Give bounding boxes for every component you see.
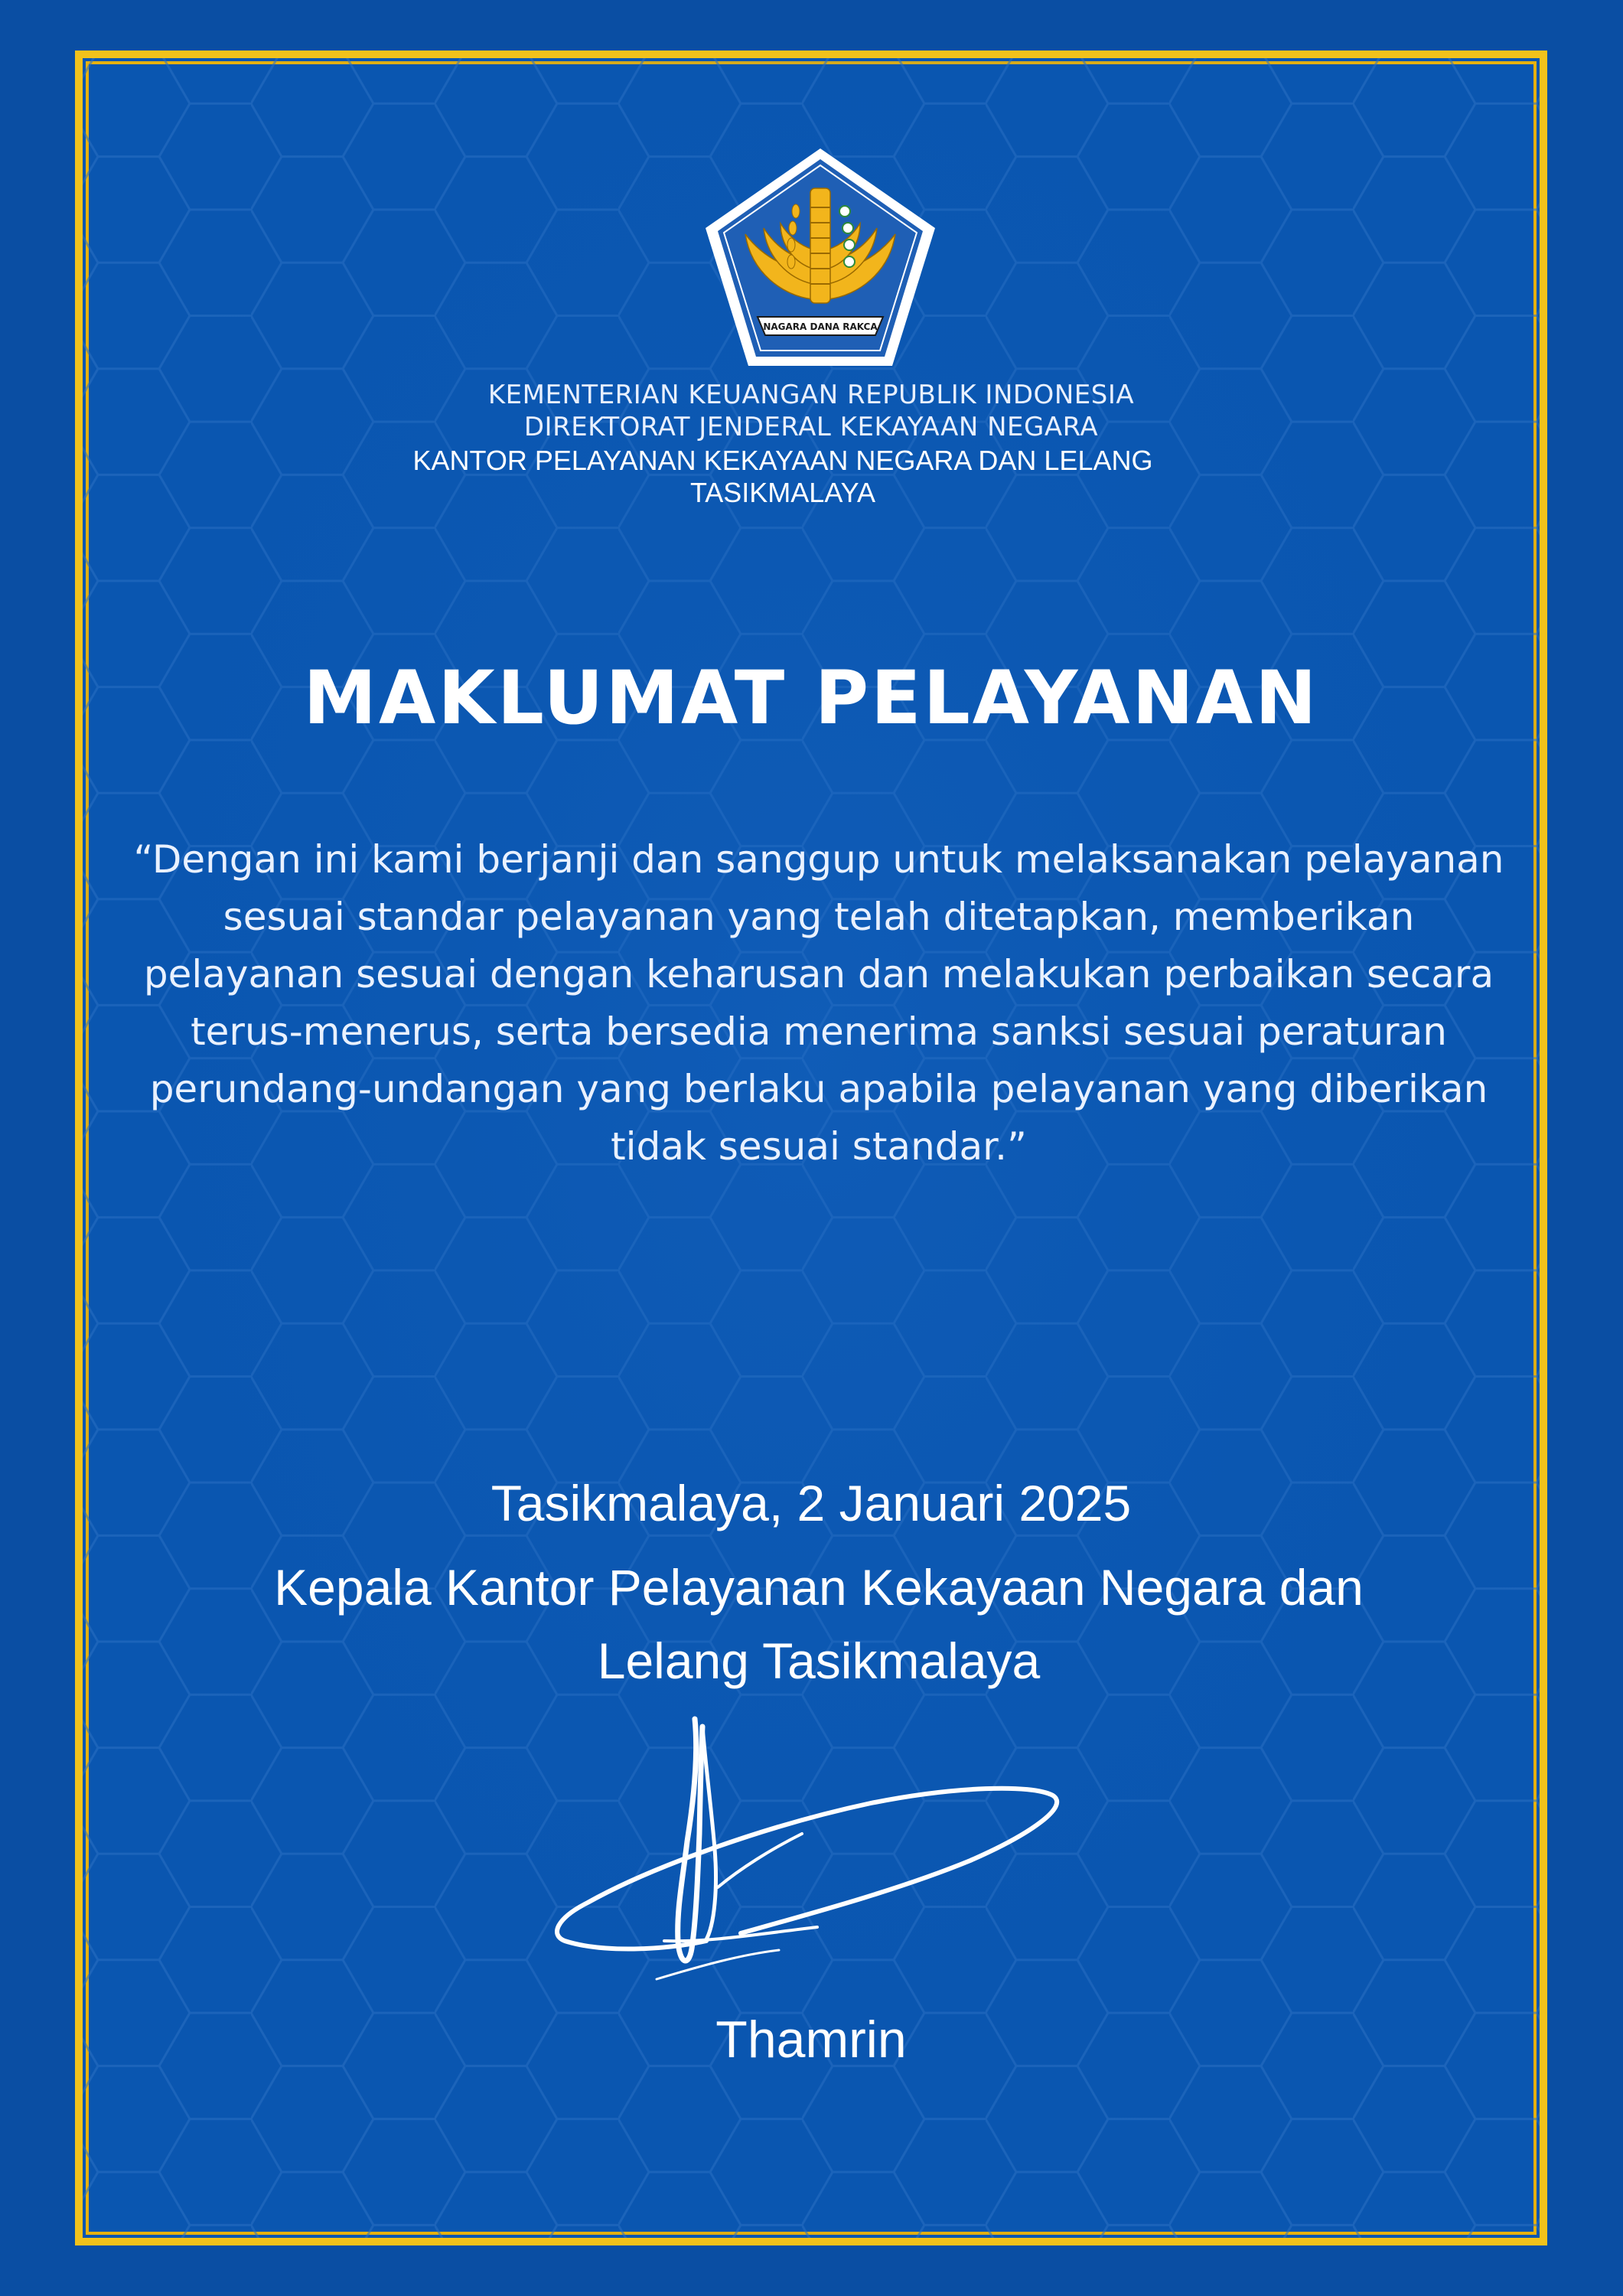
signer-name: Thamrin [715,2011,907,2069]
ministry-name: KEMENTERIAN KEUANGAN REPUBLIK INDONESIA [487,380,1135,410]
service-statement: “Dengan ini kami berjanji dan sanggup untuk melaksanakan pelayanan sesuai standar pelayanan yang telah ditetapkan, memberikan pelayanan sesuai dengan keharusan dan melakukan perbaikan secara terus-menerus, serta bersedia menerima sanksi sesuai peraturan perundang-undangan yang berlaku apabila pelayanan yang diberikan tidak sesuai standar.” [133,837,1504,1169]
place-date: Tasikmalaya, 2 Januari 2025 [490,1475,1132,1531]
document-title: MAKLUMAT PELAYANAN [303,655,1319,741]
handwritten-signature-icon [542,1711,1093,2017]
directorate-name: DIREKTORAT JENDERAL KEKAYAAN NEGARA [523,412,1099,442]
gold-border-frame [75,51,1547,2245]
signer-position: Kepala Kantor Pelayanan Kekayaan Negara dan Lelang Tasikmalaya [274,1559,1364,1689]
office-name: KANTOR PELAYANAN KEKAYAAN NEGARA DAN LELANG TASIKMALAYA [412,445,1153,508]
emblem-ribbon-text: NAGARA DANA RAKCA [763,321,878,332]
kemenkeu-emblem-icon [698,142,943,372]
